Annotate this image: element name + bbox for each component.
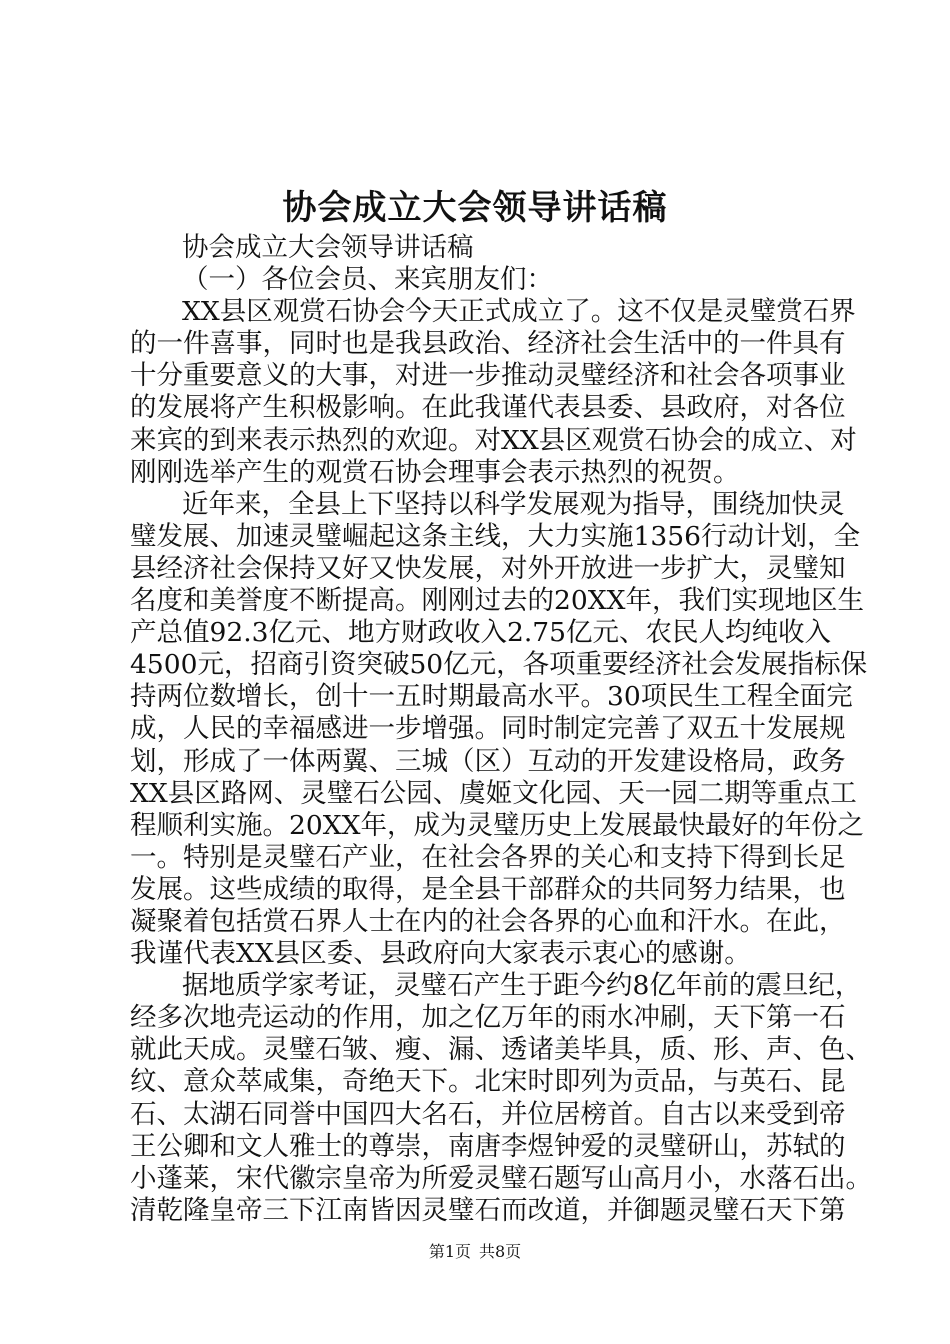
paragraph-line: 持两位数增长，创十一五时期最高水平。30项民生工程全面完	[130, 681, 853, 713]
paragraph-line: XX县区观赏石协会今天正式成立了。这不仅是灵璧赏石界	[182, 296, 856, 328]
paragraph-line: 产总值92.3亿元、地方财政收入2.75亿元、农民人均纯收入	[130, 617, 832, 649]
paragraph-line: 凝聚着包括赏石界人士在内的社会各界的心血和汗水。在此，	[130, 905, 846, 937]
paragraph-line: 程顺利实施。20XX年，成为灵璧历史上发展最快最好的年份之	[130, 809, 864, 841]
paragraph-line: 的发展将产生积极影响。在此我谨代表县委、县政府，对各位	[130, 392, 846, 424]
paragraph-line: 十分重要意义的大事，对进一步推动灵璧经济和社会各项事业	[130, 360, 846, 392]
paragraph-line: 名度和美誉度不断提高。刚刚过去的20XX年，我们实现地区生	[130, 585, 864, 617]
paragraph-line: 近年来，全县上下坚持以科学发展观为指导，围绕加快灵	[182, 488, 845, 520]
salutation-line: （一）各位会员、来宾朋友们：	[182, 264, 553, 296]
paragraph-line: 4500元，招商引资突破50亿元，各项重要经济社会发展指标保	[130, 649, 868, 681]
paragraph-line: 一。特别是灵璧石产业，在社会各界的关心和支持下得到长足	[130, 841, 846, 873]
document-body	[130, 232, 872, 1227]
page-number: 第1页	[428, 1242, 471, 1261]
document-title: 协会成立大会领导讲话稿	[282, 188, 668, 228]
paragraph-line: 的一件喜事，同时也是我县政治、经济社会生活中的一件具有	[130, 328, 846, 360]
paragraph-line: 来宾的到来表示热烈的欢迎。对XX县区观赏石协会的成立、对	[130, 424, 857, 456]
page-total: 共8页	[479, 1242, 522, 1261]
paragraph-line: 小蓬莱，宋代徽宗皇帝为所爱灵璧石题写山高月小，水落石出。	[130, 1162, 872, 1194]
paragraph-line: 刚刚选举产生的观赏石协会理事会表示热烈的祝贺。	[130, 456, 740, 488]
paragraph-line: 划，形成了一体两翼、三城（区）互动的开发建设格局，政务	[130, 745, 846, 777]
paragraph-line: 璧发展、加速灵璧崛起这条主线，大力实施1356行动计划，全	[130, 520, 860, 552]
paragraph-line: 成，人民的幸福感进一步增强。同时制定完善了双五十发展规	[130, 713, 846, 745]
paragraph-line: 据地质学家考证，灵璧石产生于距今约8亿年前的震旦纪，	[182, 970, 862, 1002]
paragraph-line: 纹、意众萃咸集，奇绝天下。北宋时即列为贡品，与英石、昆	[130, 1066, 846, 1098]
paragraph-line: 发展。这些成绩的取得，是全县干部群众的共同努力结果，也	[130, 873, 846, 905]
paragraph-line: 石、太湖石同誉中国四大名石，并位居榜首。自古以来受到帝	[130, 1098, 846, 1130]
paragraph-line: 就此天成。灵璧石皱、瘦、漏、透诸美毕具，质、形、声、色、	[130, 1034, 872, 1066]
paragraph-line: 县经济社会保持又好又快发展，对外开放进一步扩大，灵璧知	[130, 552, 846, 584]
page-footer	[0, 1240, 950, 1264]
paragraph-line: XX县区路网、灵璧石公园、虞姬文化园、天一园二期等重点工	[130, 777, 857, 809]
subtitle-line: 协会成立大会领导讲话稿	[182, 232, 474, 263]
paragraph-line: 王公卿和文人雅士的尊崇，南唐李煜钟爱的灵璧研山，苏轼的	[130, 1130, 846, 1162]
paragraph-line: 我谨代表XX县区委、县政府向大家表示衷心的感谢。	[130, 938, 751, 970]
paragraph-line: 经多次地壳运动的作用，加之亿万年的雨水冲刷，天下第一石	[130, 1002, 846, 1034]
paragraph-line: 清乾隆皇帝三下江南皆因灵璧石而改道，并御题灵璧石天下第	[130, 1194, 846, 1226]
